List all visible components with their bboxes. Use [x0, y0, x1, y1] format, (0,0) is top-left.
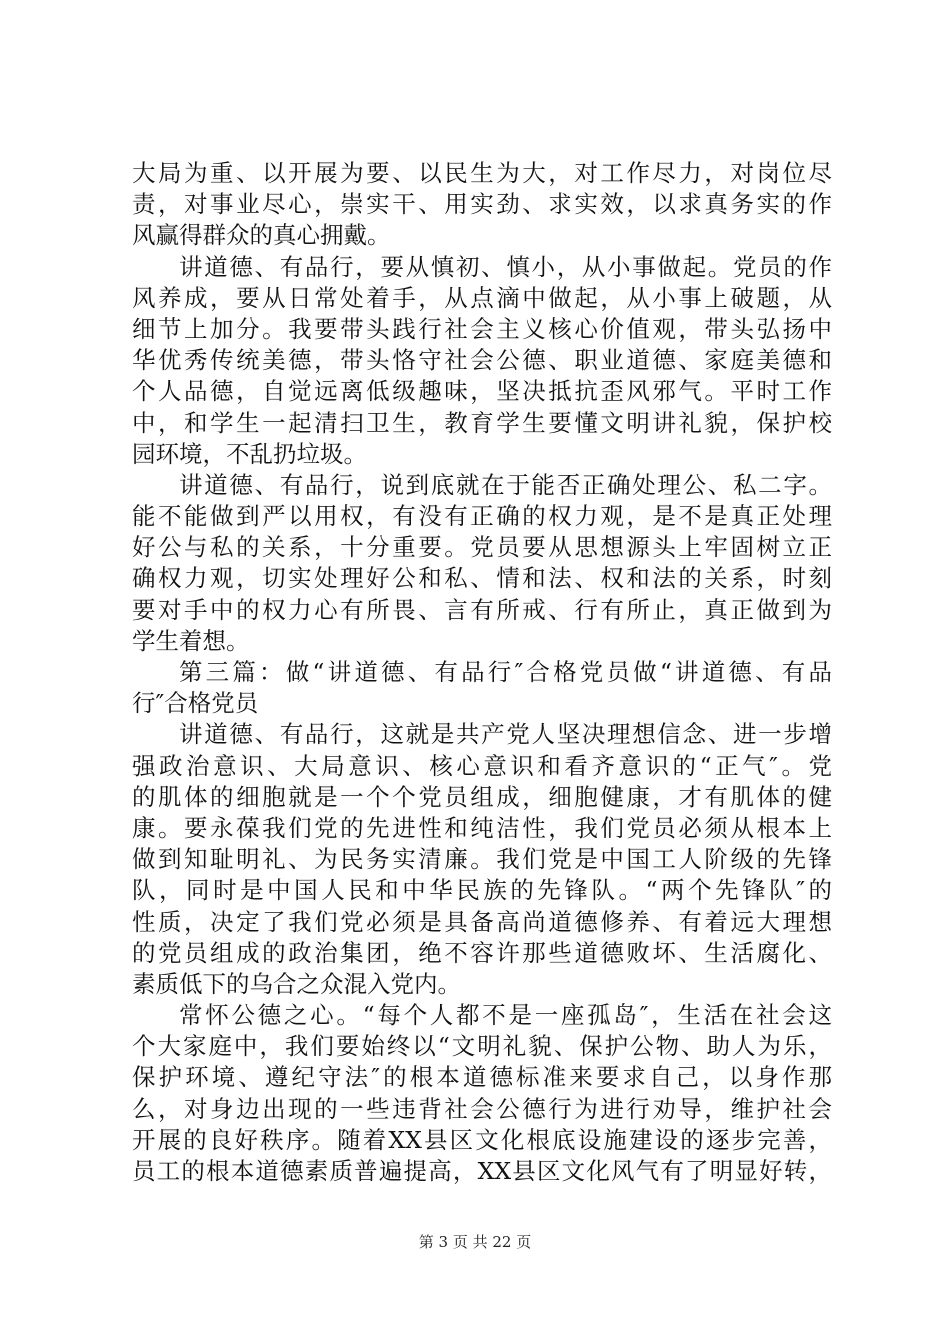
text-line: 的党员组成的政治集团，绝不容许那些道德败坏、生活腐化、	[132, 938, 832, 967]
text-line: 保护环境、遵纪守法″的根本道德标准来要求自己，以身作那	[132, 1063, 832, 1092]
text-line: 园环境，不乱扔垃圾。	[132, 439, 367, 468]
text-line: 么，对身边出现的一些违背社会公德行为进行劝导，维护社会	[132, 1094, 832, 1123]
paragraph	[132, 470, 832, 657]
text-line: 做到知耻明礼、为民务实清廉。我们党是中国工人阶级的先锋	[132, 845, 832, 874]
text-line: 个大家庭中，我们要始终以“文明礼貌、保护公物、助人为乐，	[132, 1032, 832, 1061]
text-line: 第三篇：做“讲道德、有品行″合格党员做“讲道德、有品	[179, 658, 832, 686]
text-line: 学生着想。	[132, 626, 250, 655]
text-line: 好公与私的关系，十分重要。党员要从思想源头上牢固树立正	[132, 533, 832, 562]
text-line: 员工的根本道德素质普遍提高，XX县区文化风气有了明显好转，	[132, 1157, 832, 1185]
text-line: 讲道德、有品行，这就是共产党人坚决理想信念、进一步增	[179, 720, 832, 749]
document-body	[132, 158, 832, 1187]
text-line: 开展的良好秩序。随着XX县区文化根底设施建设的逐步完善，	[132, 1125, 832, 1154]
text-line: 行″合格党员	[132, 689, 259, 718]
text-line: 性质，决定了我们党必须是具备高尚道德修养、有着远大理想	[132, 907, 832, 936]
text-line: 队，同时是中国人民和中华民族的先锋队。“两个先锋队″的	[132, 876, 832, 905]
text-line: 讲道德、有品行，要从慎初、慎小，从小事做起。党员的作	[179, 252, 832, 281]
section-heading	[132, 657, 832, 719]
paragraph	[132, 252, 832, 470]
text-line: 常怀公德之心。“每个人都不是一座孤岛″，生活在社会这	[179, 1001, 832, 1030]
page-footer	[0, 1232, 950, 1252]
text-line: 素质低下的乌合之众混入党内。	[132, 969, 461, 998]
text-line: 责，对事业尽心，崇实干、用实劲、求实效，以求真务实的作	[132, 190, 832, 219]
text-line: 风赢得群众的真心拥戴。	[132, 221, 391, 250]
text-line: 细节上加分。我要带头践行社会主义核心价值观，带头弘扬中	[132, 314, 832, 343]
text-line: 个人品德，自觉远离低级趣味，坚决抵抗歪风邪气。平时工作	[132, 377, 832, 406]
text-line: 的肌体的细胞就是一个个党员组成，细胞健康，才有肌体的健	[132, 782, 832, 811]
text-line: 强政治意识、大局意识、核心意识和看齐意识的“正气″。党	[132, 751, 832, 780]
paragraph	[132, 719, 832, 1000]
text-line: 华优秀传统美德，带头恪守社会公德、职业道德、家庭美德和	[132, 346, 832, 375]
text-line: 讲道德、有品行，说到底就在于能否正确处理公、私二字。	[179, 470, 832, 499]
text-line: 康。要永葆我们党的先进性和纯洁性，我们党员必须从根本上	[132, 813, 832, 842]
text-line: 中，和学生一起清扫卫生，教育学生要懂文明讲礼貌，保护校	[132, 408, 832, 437]
paragraph	[132, 1000, 832, 1187]
paragraph	[132, 158, 832, 252]
text-line: 能不能做到严以用权，有没有正确的权力观，是不是真正处理	[132, 502, 832, 531]
text-line: 确权力观，切实处理好公和私、情和法、权和法的关系，时刻	[132, 564, 832, 593]
page-number: 第 3 页 共 22 页	[418, 1233, 532, 1251]
text-line: 风养成，要从日常处着手，从点滴中做起，从小事上破题，从	[132, 283, 832, 312]
text-line: 大局为重、以开展为要、以民生为大，对工作尽力，对岗位尽	[132, 159, 832, 187]
text-line: 要对手中的权力心有所畏、言有所戒、行有所止，真正做到为	[132, 595, 832, 624]
